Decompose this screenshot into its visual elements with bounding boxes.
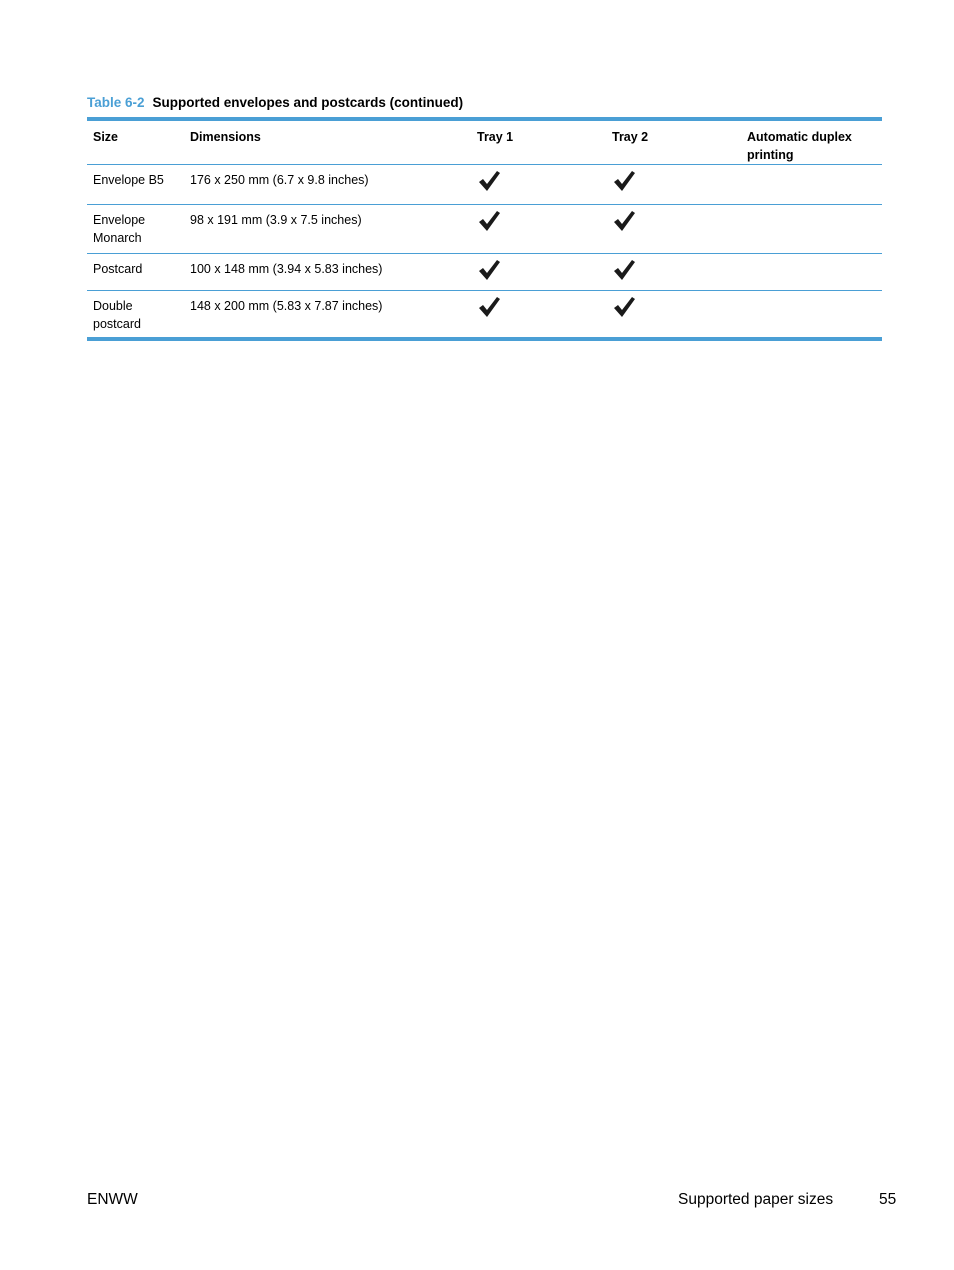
header-tray2: Tray 2 <box>612 119 747 165</box>
cell-tray1 <box>477 165 612 205</box>
size-line2: postcard <box>93 317 141 331</box>
header-dimensions: Dimensions <box>190 119 477 165</box>
cell-size <box>87 291 190 339</box>
cell-duplex <box>747 205 882 254</box>
checkmark-icon <box>612 169 636 193</box>
table-title: Supported envelopes and postcards (continued) <box>152 95 464 110</box>
cell-duplex <box>747 291 882 339</box>
checkmark-icon <box>612 209 636 233</box>
header-duplex-line1: Automatic duplex <box>747 130 852 144</box>
table-row <box>87 291 882 339</box>
cell-tray2 <box>612 165 747 205</box>
checkmark-icon <box>477 169 501 193</box>
cell-tray1 <box>477 291 612 339</box>
cell-dimensions: 148 x 200 mm (5.83 x 7.87 inches) <box>190 299 383 313</box>
table-row <box>87 254 882 291</box>
cell-tray2 <box>612 205 747 254</box>
table-number: Table 6-2 <box>87 95 145 110</box>
table-row <box>87 205 882 254</box>
cell-size <box>87 165 190 205</box>
cell-duplex <box>747 165 882 205</box>
size-line1: Double <box>93 299 133 313</box>
table-header-row <box>87 119 882 165</box>
size-line1: Envelope B5 <box>93 173 164 187</box>
cell-duplex <box>747 254 882 291</box>
checkmark-icon <box>477 258 501 282</box>
checkmark-icon <box>612 295 636 319</box>
cell-tray2 <box>612 291 747 339</box>
header-tray1: Tray 1 <box>477 119 612 165</box>
cell-dimensions: 98 x 191 mm (3.9 x 7.5 inches) <box>190 205 477 254</box>
cell-tray1 <box>477 254 612 291</box>
cell-size <box>87 254 190 291</box>
header-size: Size <box>87 119 190 165</box>
size-line2: Monarch <box>93 231 142 245</box>
paper-sizes-table <box>87 117 882 341</box>
cell-tray2 <box>612 254 747 291</box>
checkmark-icon <box>477 209 501 233</box>
checkmark-icon <box>612 258 636 282</box>
cell-size <box>87 205 190 254</box>
cell-dimensions: 100 x 148 mm (3.94 x 5.83 inches) <box>190 254 477 291</box>
header-duplex <box>747 119 882 165</box>
header-duplex-line2: printing <box>747 148 794 162</box>
size-line1: Envelope <box>93 213 146 227</box>
size-line1: Postcard <box>93 262 143 276</box>
table-caption <box>87 95 463 110</box>
checkmark-icon <box>477 295 501 319</box>
cell-tray1 <box>477 205 612 254</box>
cell-dimensions: 176 x 250 mm (6.7 x 9.8 inches) <box>190 165 477 205</box>
table-row <box>87 165 882 205</box>
footer-enww: ENWW <box>87 1191 138 1208</box>
page-number: 55 <box>879 1191 897 1208</box>
footer-section-title: Supported paper sizes <box>678 1191 834 1208</box>
